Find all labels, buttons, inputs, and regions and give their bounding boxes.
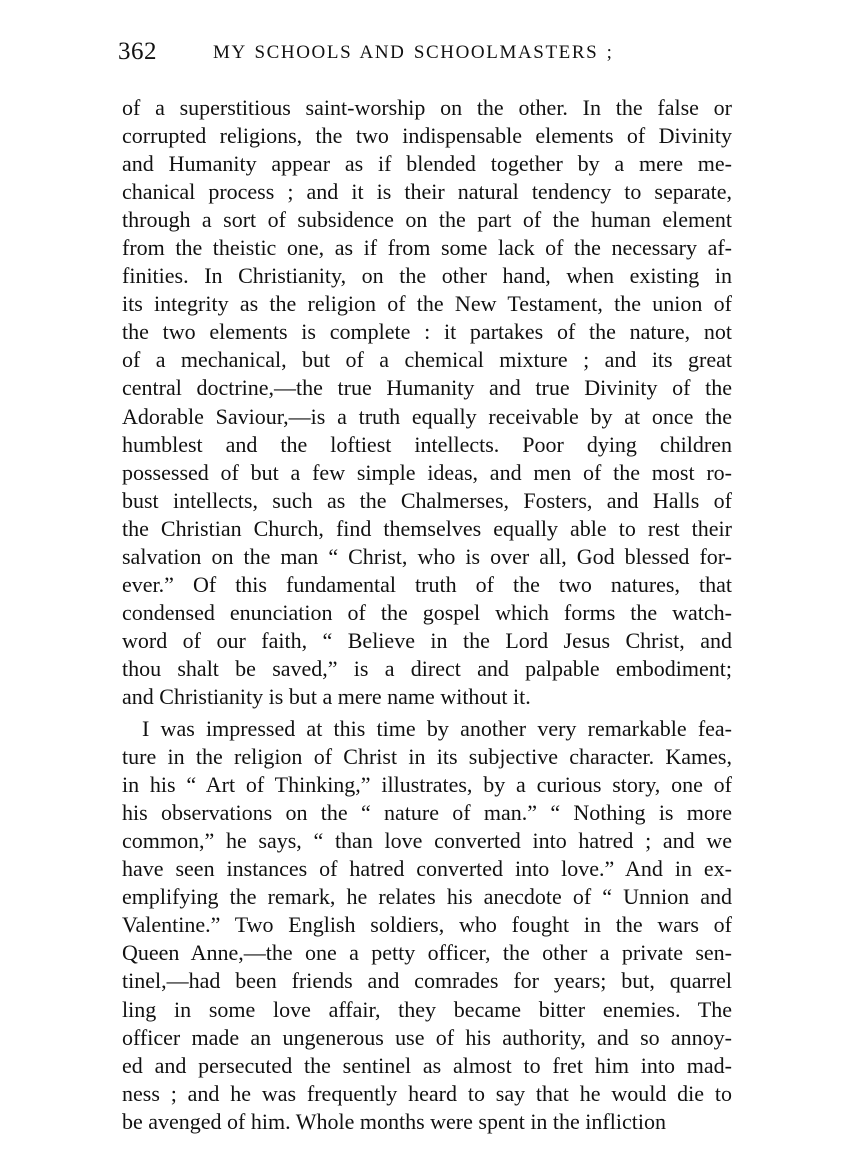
text-line: from the theistic one, as if from some lack of the necessary af- (122, 235, 732, 261)
text-line: in his “ Art of Thinking,” illustrates, by a curious story, one of (122, 772, 732, 798)
running-head: MY SCHOOLS AND SCHOOLMASTERS ; (213, 42, 614, 63)
text-line: and Christianity is but a mere name without it. (122, 683, 531, 709)
text-line: have seen instances of hatred converted into love.” And in ex- (122, 856, 732, 882)
text-line: his observations on the “ nature of man.” “ Nothing is more (122, 800, 732, 826)
text-line: through a sort of subsidence on the part of the human element (122, 207, 732, 233)
text-line: ed and persecuted the sentinel as almost to fret him into mad- (122, 1052, 732, 1078)
page-number: 362 (118, 38, 157, 65)
paragraph-2 (122, 715, 732, 1136)
text-line: Adorable Saviour,—is a truth equally receivable by at once the (122, 403, 732, 429)
text-line: bust intellects, such as the Chalmerses, Fosters, and Halls of (122, 487, 732, 513)
text-line: corrupted religions, the two indispensable elements of Divinity (122, 123, 732, 149)
text-line: be avenged of him. Whole months were spent in the infliction (122, 1108, 666, 1134)
text-line: ling in some love affair, they became bitter enemies. The (122, 996, 732, 1022)
text-line: and Humanity appear as if blended together by a mere me- (122, 151, 732, 177)
text-line: word of our faith, “ Believe in the Lord Jesus Christ, and (122, 627, 732, 653)
text-line: ness ; and he was frequently heard to say that he would die to (122, 1080, 732, 1106)
paragraph-1 (122, 94, 732, 711)
text-line: ture in the religion of Christ in its subjective character. Kames, (122, 744, 732, 770)
text-line: ever.” Of this fundamental truth of the two natures, that (122, 571, 732, 597)
text-line: Valentine.” Two English soldiers, who fought in the wars of (122, 912, 732, 938)
page-header (118, 38, 738, 78)
text-line: its integrity as the religion of the New Testament, the union of (122, 291, 732, 317)
text-line: humblest and the loftiest intellects. Poor dying children (122, 431, 732, 457)
text-line: salvation on the man “ Christ, who is over all, God blessed for- (122, 543, 732, 569)
text-line: I was impressed at this time by another very remarkable fea- (142, 716, 732, 742)
text-line: of a superstitious saint-worship on the other. In the false or (122, 95, 732, 120)
text-line: condensed enunciation of the gospel which forms the watch- (122, 599, 732, 625)
text-line: tinel,—had been friends and comrades for years; but, quarrel (122, 968, 732, 994)
body-text (122, 94, 732, 1136)
text-line: of a mechanical, but of a chemical mixture ; and its great (122, 347, 732, 373)
text-line: officer made an ungenerous use of his authority, and so annoy- (122, 1024, 732, 1050)
text-line: Queen Anne,—the one a petty officer, the other a private sen- (122, 940, 732, 966)
text-line: the Christian Church, find themselves equally able to rest their (122, 515, 732, 541)
text-line: emplifying the remark, he relates his anecdote of “ Unnion and (122, 884, 732, 910)
text-line: finities. In Christianity, on the other hand, when existing in (122, 263, 732, 289)
text-line: thou shalt be saved,” is a direct and palpable embodiment; (122, 655, 732, 681)
text-line: central doctrine,—the true Humanity and true Divinity of the (122, 375, 732, 401)
text-line: possessed of but a few simple ideas, and men of the most ro- (122, 459, 732, 485)
text-line: the two elements is complete : it partakes of the nature, not (122, 319, 732, 345)
text-line: chanical process ; and it is their natural tendency to separate, (122, 179, 732, 205)
text-line: common,” he says, “ than love converted into hatred ; and we (122, 828, 732, 854)
